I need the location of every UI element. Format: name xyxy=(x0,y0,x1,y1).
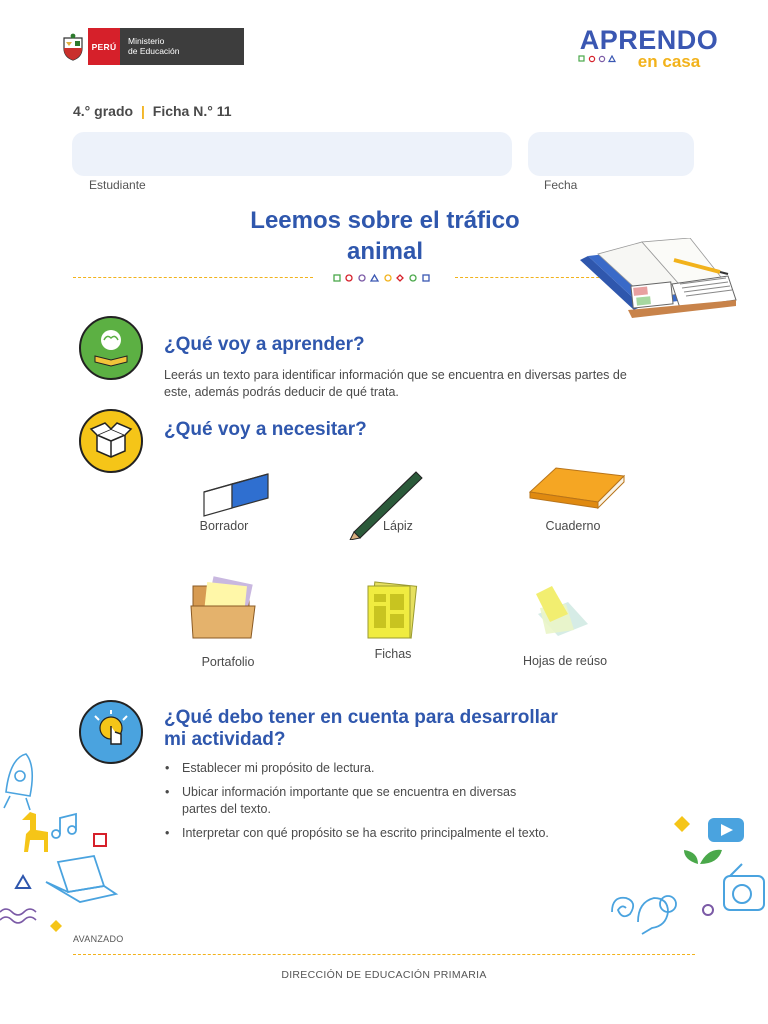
laptop-icon xyxy=(46,856,116,902)
consider-bullet-list xyxy=(163,760,623,849)
learn-section-title: ¿Qué voy a aprender? xyxy=(164,334,365,355)
left-decorations xyxy=(0,752,120,942)
llama-icon xyxy=(22,812,48,852)
box-icon xyxy=(79,409,143,473)
consider-title-line-2: mi actividad? xyxy=(164,729,286,750)
brain-book-icon xyxy=(79,316,143,380)
material-label-portfolio: Portafolio xyxy=(201,655,255,669)
brand-main: APRENDO xyxy=(579,25,719,55)
aprendo-en-casa-logo xyxy=(574,26,724,70)
ministry-label xyxy=(120,28,244,65)
reuse-sheets-illustration xyxy=(528,584,594,650)
ministry-line-2: de Educación xyxy=(128,46,180,56)
circle-icon xyxy=(703,905,713,915)
shapes-decoration-icon xyxy=(578,55,632,63)
consider-title-line-1: ¿Qué debo tener en cuenta para desarrollar xyxy=(164,707,558,728)
country-label: PERÚ xyxy=(88,28,120,65)
right-decorations xyxy=(608,812,768,942)
brand-sub: en casa xyxy=(637,52,701,71)
sheet-label: Ficha N.° 11 xyxy=(152,103,232,119)
diamond-icon xyxy=(50,920,62,932)
grade-and-sheet xyxy=(73,103,232,119)
page-title xyxy=(190,205,580,267)
student-field-label: Estudiante xyxy=(89,178,146,192)
music-note-icon xyxy=(52,814,76,838)
title-divider-left xyxy=(73,277,313,278)
date-field[interactable] xyxy=(528,132,694,176)
radio-icon xyxy=(724,864,764,910)
triangle-icon xyxy=(16,876,30,888)
ministry-logo xyxy=(58,28,244,65)
student-name-field[interactable] xyxy=(72,132,512,176)
open-book-illustration xyxy=(578,238,738,328)
consider-section-title xyxy=(164,707,558,751)
learn-section-text xyxy=(164,367,704,401)
notebook-illustration xyxy=(526,466,626,512)
footer-divider xyxy=(73,954,695,955)
list-item xyxy=(163,784,623,818)
material-label-notebook: Cuaderno xyxy=(545,519,601,533)
grade-separator: | xyxy=(140,103,145,119)
material-label-pencil: Lápiz xyxy=(383,519,413,533)
page-title-line-2: animal xyxy=(346,238,424,265)
bullet-line-1: • Ubicar información importante que se encuentra en diversas xyxy=(182,785,517,799)
material-label-worksheets: Fichas xyxy=(374,647,412,661)
list-item: • Establecer mi propósito de lectura. xyxy=(163,760,623,777)
page-title-line-1: Leemos sobre el tráfico xyxy=(250,207,520,234)
grade-label: 4.° grado xyxy=(73,103,134,119)
rocket-icon xyxy=(4,754,32,810)
eraser-illustration xyxy=(202,472,272,518)
need-section-title: ¿Qué voy a necesitar? xyxy=(164,419,367,440)
play-button-icon xyxy=(708,818,744,842)
monkey-icon xyxy=(612,896,676,934)
learn-text-line-1: Leerás un texto para identificar información que se encuentra en diversas partes de xyxy=(164,368,627,382)
square-icon xyxy=(94,834,106,846)
list-item: • Interpretar con qué propósito se ha escrito principalmente el texto. xyxy=(163,825,623,842)
level-label: AVANZADO xyxy=(73,934,124,944)
sprout-icon xyxy=(684,850,722,864)
coat-of-arms-icon xyxy=(58,28,88,65)
ministry-line-1: Ministerio xyxy=(128,36,165,46)
worksheets-illustration xyxy=(364,580,420,642)
date-field-label: Fecha xyxy=(544,178,578,192)
footer-text: DIRECCIÓN DE EDUCACIÓN PRIMARIA xyxy=(281,969,487,981)
material-label-reuse-sheets: Hojas de reúso xyxy=(522,654,608,668)
material-label-eraser: Borrador xyxy=(199,519,249,533)
diamond-icon xyxy=(674,816,690,832)
shapes-divider-icon xyxy=(332,273,436,283)
learn-text-line-2: este, además podrás deducir de qué trata. xyxy=(164,385,399,399)
wave-icon xyxy=(0,909,36,923)
bullet-line-2: partes del texto. xyxy=(182,802,271,816)
portfolio-illustration xyxy=(189,576,267,642)
